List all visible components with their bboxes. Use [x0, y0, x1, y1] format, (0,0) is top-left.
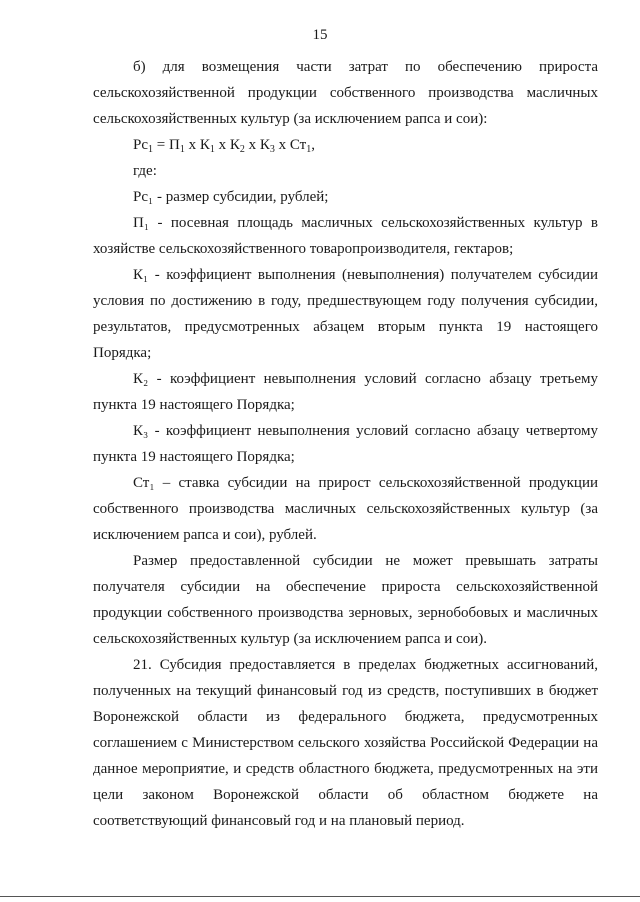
paragraph-21: 21. Субсидия предоставляется в пределах бюджетных ассигнований, полученных на текущий финансовый год из средств, поступивших в бюджет Воронежской области из федерального бюджета, предусмотренных соглашением с Министерством сельского хозяйства Российской Федерации на данное мероприятие, и средств областного бюджета, предусмотренных на эти цели законом Воронежской области об областном бюджете на соответствующий финансовый год и на плановый период. [93, 657, 598, 829]
formula-equals: = [156, 137, 166, 153]
definition-rs1: Рс₁ - размер субсидии, рублей; [133, 189, 329, 205]
formula-term-sub: 1 [306, 144, 312, 155]
page-bottom-edge [0, 896, 640, 897]
formula-lhs-sub: 1 [148, 144, 153, 155]
paragraph-where: где: [133, 163, 157, 179]
definition-k1: К₁ - коэффициент выполнения (невыполнения) получателем субсидии условия по достижению в году, предшествующем году получения субсидии, результатов, предусмотренных абзацем вторым пункта 19 настоящего Порядка; [93, 267, 598, 361]
formula-term-sub: 2 [239, 144, 245, 155]
formula-term: К [259, 137, 270, 153]
formula-operator: х [248, 137, 257, 153]
formula-term-sub: 1 [179, 144, 185, 155]
formula-operator: х [278, 137, 287, 153]
formula-term: К [229, 137, 240, 153]
paragraph-subsidy-limit: Размер предоставленной субсидии не может превышать затраты получателя субсидии на обеспечение прироста сельскохозяйственной продукции собственного производства зерновых, зернобобовых и масличных сельскохозяйственных культур (за исключением рапса и сои). [93, 553, 598, 647]
formula-term-sub: 3 [269, 144, 275, 155]
document-body [93, 54, 598, 834]
definition-st1: Ст₁ – ставка субсидии на прирост сельскохозяйственной продукции собственного производства масличных сельскохозяйственных культур (за исключением рапса и сои), рублей. [93, 475, 598, 543]
definition-k2: К₂ - коэффициент невыполнения условий согласно абзацу третьему пункта 19 настоящего Порядка; [93, 371, 598, 413]
definition-p1: П₁ - посевная площадь масличных сельскохозяйственных культур в хозяйстве сельскохозяйственного товаропроизводителя, гектаров; [93, 215, 598, 257]
formula-operator: х [218, 137, 227, 153]
formula-lhs: Рс [133, 137, 148, 153]
page-number: 15 [312, 27, 328, 43]
formula-operator: х [188, 137, 197, 153]
formula-term: П [168, 137, 180, 153]
formula-term-sub: 1 [209, 144, 215, 155]
formula [93, 132, 598, 158]
formula-term: Ст [289, 137, 307, 153]
formula-end: , [311, 137, 315, 153]
paragraph-b-intro: б) для возмещения части затрат по обеспечению прироста сельскохозяйственной продукции собственного производства масличных сельскохозяйственных культур (за исключением рапса и сои): [93, 59, 598, 127]
formula-term: К [199, 137, 210, 153]
definition-k3: К₃ - коэффициент невыполнения условий согласно абзацу четвертому пункта 19 настоящего Порядка; [93, 423, 598, 465]
